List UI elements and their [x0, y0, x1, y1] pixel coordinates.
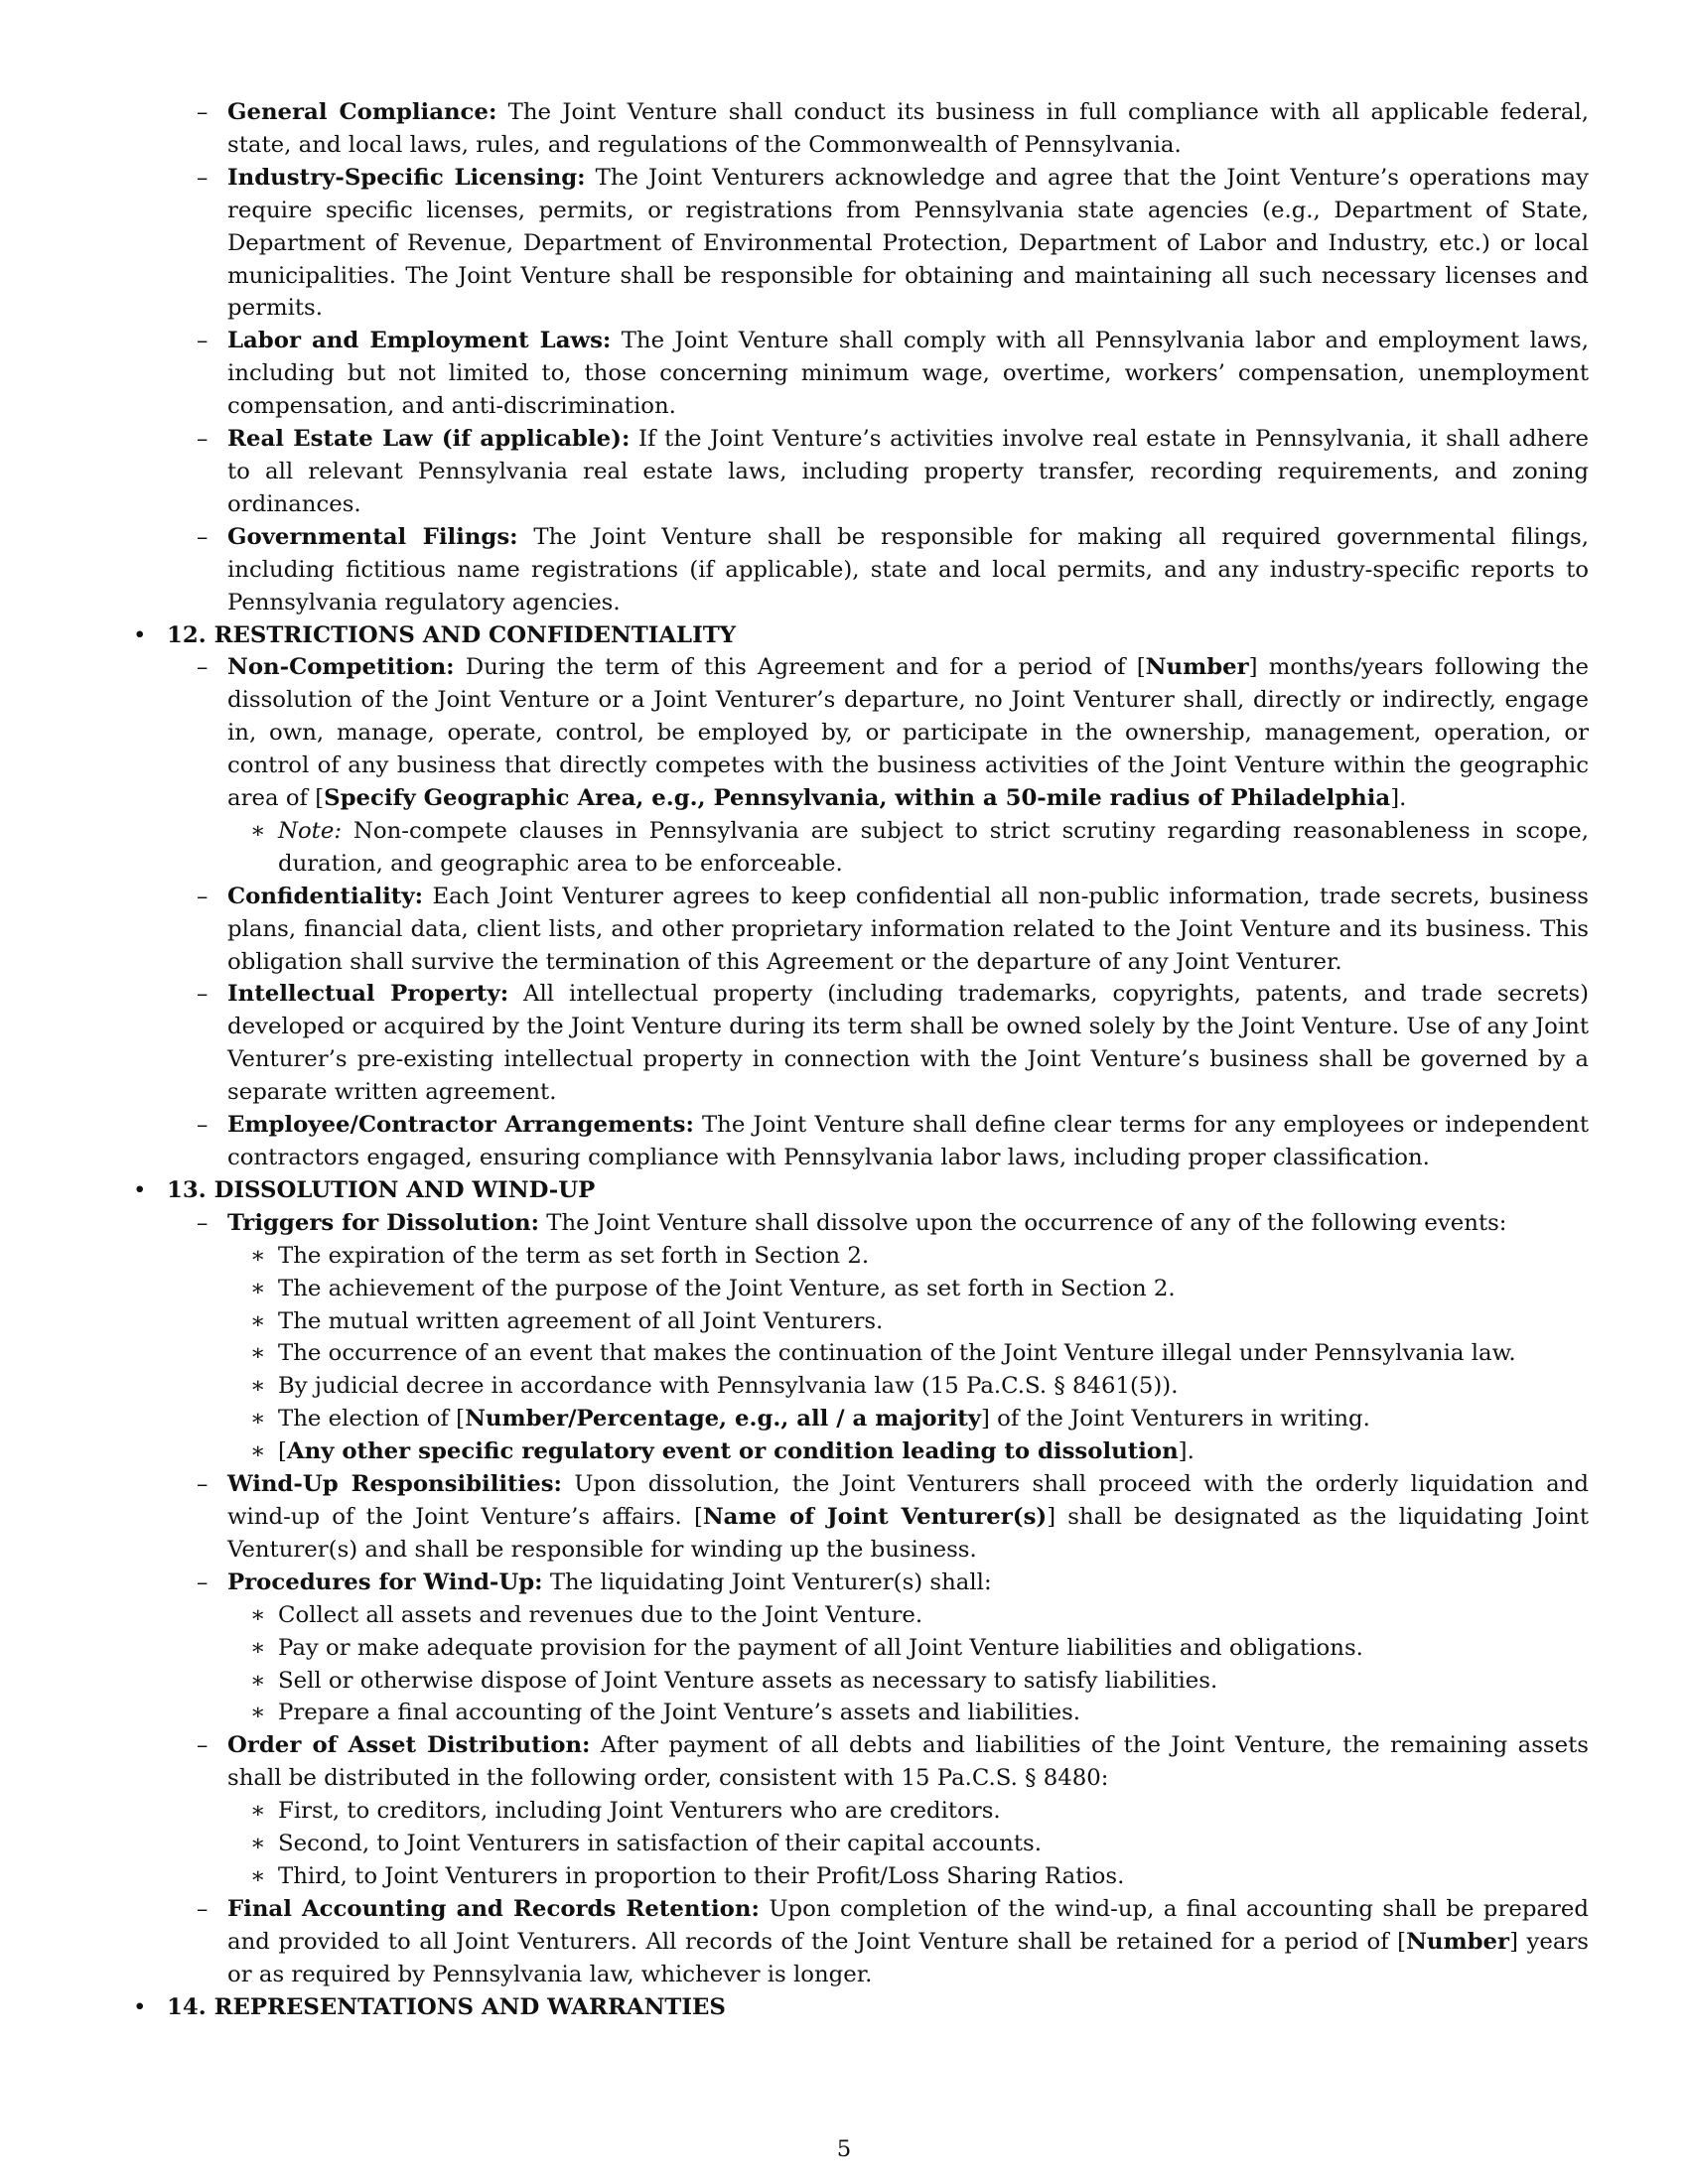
asterisk-bullet: ∗ — [250, 1667, 266, 1694]
asterisk-bullet: ∗ — [250, 817, 266, 844]
sub-list-item — [129, 815, 1589, 881]
item-label: Order of Asset Distribution: — [227, 1732, 591, 1759]
item-text: The Joint Venture shall dissolve upon the occurrence of any of the following events: — [546, 1209, 1507, 1236]
dash-bullet: – — [197, 164, 209, 191]
item-label: Non-Competition: — [227, 654, 455, 681]
item-label: Governmental Filings: — [227, 523, 518, 550]
sub-list-item — [129, 1305, 1589, 1338]
list-item — [129, 1893, 1589, 1991]
dash-bullet: – — [197, 99, 209, 125]
note-label: Note: — [278, 817, 343, 844]
asterisk-bullet: ∗ — [250, 1700, 266, 1726]
sub-list-item — [129, 1860, 1589, 1893]
section-13 — [129, 1174, 1589, 1207]
item-text: ] shall be designated as the liquidating Joint Venturer(s) and shall be responsible for winding up the business. — [227, 1503, 1589, 1563]
item-text: ]. — [1390, 785, 1407, 812]
item-text: The mutual written agreement of all Joint Venturers. — [278, 1307, 884, 1334]
sub-list-item — [129, 1337, 1589, 1370]
item-text: Sell or otherwise dispose of Joint Venture assets as necessary to satisfy liabilities. — [278, 1667, 1218, 1694]
item-text: If the Joint Venture’s activities involve real estate in Pennsylvania, it shall adhere to all relevant Pennsylvania real estate laws, including property transfer, recording requirements, and zoning ordinances. — [227, 426, 1590, 517]
list-item — [129, 423, 1589, 521]
placeholder: Name of Joint Venturer(s) — [702, 1503, 1048, 1530]
dash-bullet: – — [197, 1569, 209, 1595]
list-item — [129, 1468, 1589, 1567]
item-label: Labor and Employment Laws: — [227, 328, 612, 354]
asterisk-bullet: ∗ — [250, 1307, 266, 1334]
sub-list-item — [129, 1632, 1589, 1665]
sub-list-item — [129, 1599, 1589, 1632]
item-text: All intellectual property (including trademarks, copyrights, patents, and trade secrets) developed or acquired by the Joint Venture during its term shall be owned solely by the Joint Venture. Use of any Joint Venturer’s pre-existing intellectual property in connection with the Joint Venture’s business shall be governed by a separate written agreement. — [227, 981, 1589, 1106]
document-body — [129, 96, 1589, 2023]
page-number: 5 — [836, 2136, 852, 2162]
sub-list-item — [129, 1403, 1589, 1435]
asterisk-bullet: ∗ — [250, 1798, 266, 1825]
sub-list-item — [129, 1665, 1589, 1698]
section-12-items — [129, 651, 1589, 1174]
item-text: Third, to Joint Venturers in proportion to their Profit/Loss Sharing Ratios. — [278, 1862, 1125, 1889]
item-text: ] months/years following the dissolution of the Joint Venture or a Joint Venturer’s departure, no Joint Venturer shall, directly or indirectly, engage in, own, manage, operate, control, be employed by, or participate in the ownership, management, operation, or control of any business that directly competes with the business activities of the Joint Venture within the geographic area of [ — [227, 654, 1590, 812]
asterisk-bullet: ∗ — [250, 1862, 266, 1889]
placeholder: Specify Geographic Area, e.g., Pennsylvania, within a 50-mile radius of Philadelphia — [324, 785, 1391, 812]
item-label: Employee/Contractor Arrangements: — [227, 1112, 694, 1139]
section-title: 14. REPRESENTATIONS AND WARRANTIES — [167, 1993, 726, 2020]
item-text: The achievement of the purpose of the Joint Venture, as set forth in Section 2. — [278, 1275, 1176, 1301]
item-label: Intellectual Property: — [227, 981, 509, 1008]
section-13-items — [129, 1207, 1589, 1991]
asterisk-bullet: ∗ — [250, 1373, 266, 1400]
compliance-items — [129, 96, 1589, 619]
dash-bullet: – — [197, 328, 209, 354]
item-label: General Compliance: — [227, 99, 497, 125]
dash-bullet: – — [197, 1471, 209, 1498]
item-text: Each Joint Venturer agrees to keep confidential all non-public information, trade secrets, business plans, financial data, client lists, and other proprietary information related to the Joint Venture and its business. This obligation shall survive the termination of this Agreement or the departure of any Joint Venturer. — [227, 883, 1590, 975]
item-label: Triggers for Dissolution: — [227, 1209, 540, 1236]
dash-bullet: – — [197, 1732, 209, 1759]
item-text: ] of the Joint Venturers in writing. — [981, 1406, 1370, 1433]
item-text: [ — [278, 1438, 287, 1465]
dash-bullet: – — [197, 654, 209, 681]
list-item — [129, 1567, 1589, 1599]
dash-bullet: – — [197, 883, 209, 909]
list-item — [129, 978, 1589, 1109]
list-item — [129, 1109, 1589, 1174]
dash-bullet: – — [197, 426, 209, 453]
item-text: Collect all assets and revenues due to the Joint Venture. — [278, 1601, 923, 1628]
item-text: After payment of all debts and liabilities of the Joint Venture, the remaining assets shall be distributed in the following order, consistent with 15 Pa.C.S. § 8480: — [227, 1732, 1589, 1792]
section-12 — [129, 619, 1589, 652]
list-item — [129, 651, 1589, 815]
list-item — [129, 881, 1589, 979]
sub-list-item — [129, 1828, 1589, 1860]
item-text: The Joint Venture shall comply with all Pennsylvania labor and employment laws, including but not limited to, those concerning minimum wage, overtime, workers’ compensation, unemployment compensation, and anti-discrimination. — [227, 328, 1589, 420]
asterisk-bullet: ∗ — [250, 1275, 266, 1301]
asterisk-bullet: ∗ — [250, 1831, 266, 1857]
item-label: Procedures for Wind-Up: — [227, 1569, 543, 1595]
section-14 — [129, 1991, 1589, 2024]
item-text: The Joint Venture shall be responsible for making all required governmental filings, including fictitious name registrations (if applicable), state and local permits, and any industry-specific reports to Pennsylvania regulatory agencies. — [227, 523, 1589, 615]
sub-list-item — [129, 1795, 1589, 1828]
sub-list-item — [129, 1273, 1589, 1305]
section-title: 12. RESTRICTIONS AND CONFIDENTIALITY — [167, 621, 736, 648]
list-item — [129, 1207, 1589, 1240]
item-text: By judicial decree in accordance with Pennsylvania law (15 Pa.C.S. § 8461(5)). — [278, 1373, 1179, 1400]
dash-bullet: – — [197, 1895, 209, 1922]
placeholder: Number — [1145, 654, 1249, 681]
placeholder: Any other specific regulatory event or condition leading to dissolution — [286, 1438, 1179, 1465]
item-text: The Joint Venturers acknowledge and agree that the Joint Venture’s operations may require specific licenses, permits, or registrations from Pennsylvania state agencies (e.g., Department of State, Department of Revenue, Department of Environmental Protection, Department of Labor and Industry, etc.) or local municipalities. The Joint Venture shall be responsible for obtaining and maintaining all such necessary licenses and permits. — [227, 164, 1590, 322]
item-text: Pay or make adequate provision for the payment of all Joint Venture liabilities and obligations. — [278, 1634, 1363, 1661]
item-text: Non-compete clauses in Pennsylvania are subject to strict scrutiny regarding reasonableness in scope, duration, and geographic area to be enforceable. — [278, 817, 1589, 877]
bullet: • — [133, 1993, 147, 2020]
item-text: During the term of this Agreement and for a period of [ — [465, 654, 1146, 681]
item-text: The Joint Venture shall conduct its business in full compliance with all applicable federal, state, and local laws, rules, and regulations of the Commonwealth of Pennsylvania. — [227, 99, 1589, 158]
item-text: Upon completion of the wind-up, a final accounting shall be prepared and provided to all Joint Venturers. All records of the Joint Venture shall be retained for a period of [ — [227, 1895, 1590, 1955]
section-title: 13. DISSOLUTION AND WIND-UP — [167, 1176, 596, 1203]
list-item — [129, 96, 1589, 162]
asterisk-bullet: ∗ — [250, 1438, 266, 1465]
list-item — [129, 325, 1589, 423]
asterisk-bullet: ∗ — [250, 1634, 266, 1661]
sub-list-item — [129, 1370, 1589, 1403]
asterisk-bullet: ∗ — [250, 1406, 266, 1433]
dash-bullet: – — [197, 981, 209, 1008]
item-text: The liquidating Joint Venturer(s) shall: — [549, 1569, 992, 1595]
item-text: The election of [ — [278, 1406, 466, 1433]
item-text: The Joint Venture shall define clear terms for any employees or independent contractors engaged, ensuring compliance with Pennsylvania labor laws, including proper classification. — [227, 1112, 1589, 1170]
list-item — [129, 521, 1589, 619]
sub-list-item — [129, 1435, 1589, 1468]
bullet: • — [133, 1176, 147, 1203]
item-text: The expiration of the term as set forth in Section 2. — [278, 1242, 870, 1269]
item-text: Second, to Joint Venturers in satisfaction of their capital accounts. — [278, 1831, 1042, 1857]
item-text: ] years or as required by Pennsylvania law, whichever is longer. — [227, 1928, 1590, 1987]
item-label: Final Accounting and Records Retention: — [227, 1895, 760, 1922]
item-label: Industry-Specific Licensing: — [227, 164, 586, 191]
item-text: First, to creditors, including Joint Venturers who are creditors. — [278, 1798, 1001, 1825]
dash-bullet: – — [197, 1112, 209, 1139]
asterisk-bullet: ∗ — [250, 1242, 266, 1269]
item-text: The occurrence of an event that makes the continuation of the Joint Venture illegal under Pennsylvania law. — [278, 1340, 1516, 1367]
placeholder: Number/Percentage, e.g., all / a majority — [465, 1406, 981, 1433]
item-text: Prepare a final accounting of the Joint Venture’s assets and liabilities. — [278, 1700, 1081, 1726]
item-text: ]. — [1178, 1438, 1195, 1465]
placeholder: Number — [1406, 1928, 1510, 1955]
list-item — [129, 1729, 1589, 1795]
dash-bullet: – — [197, 523, 209, 550]
item-label: Confidentiality: — [227, 883, 423, 909]
dash-bullet: – — [197, 1209, 209, 1236]
item-label: Real Estate Law (if applicable): — [227, 426, 631, 453]
item-label: Wind-Up Responsibilities: — [227, 1471, 562, 1498]
list-item — [129, 162, 1589, 326]
sub-list-item — [129, 1240, 1589, 1273]
bullet: • — [133, 621, 147, 648]
asterisk-bullet: ∗ — [250, 1340, 266, 1367]
sub-list-item — [129, 1697, 1589, 1729]
asterisk-bullet: ∗ — [250, 1601, 266, 1628]
item-text: Upon dissolution, the Joint Venturers shall proceed with the orderly liquidation and wind-up of the Joint Venture’s affairs. [ — [227, 1471, 1589, 1530]
